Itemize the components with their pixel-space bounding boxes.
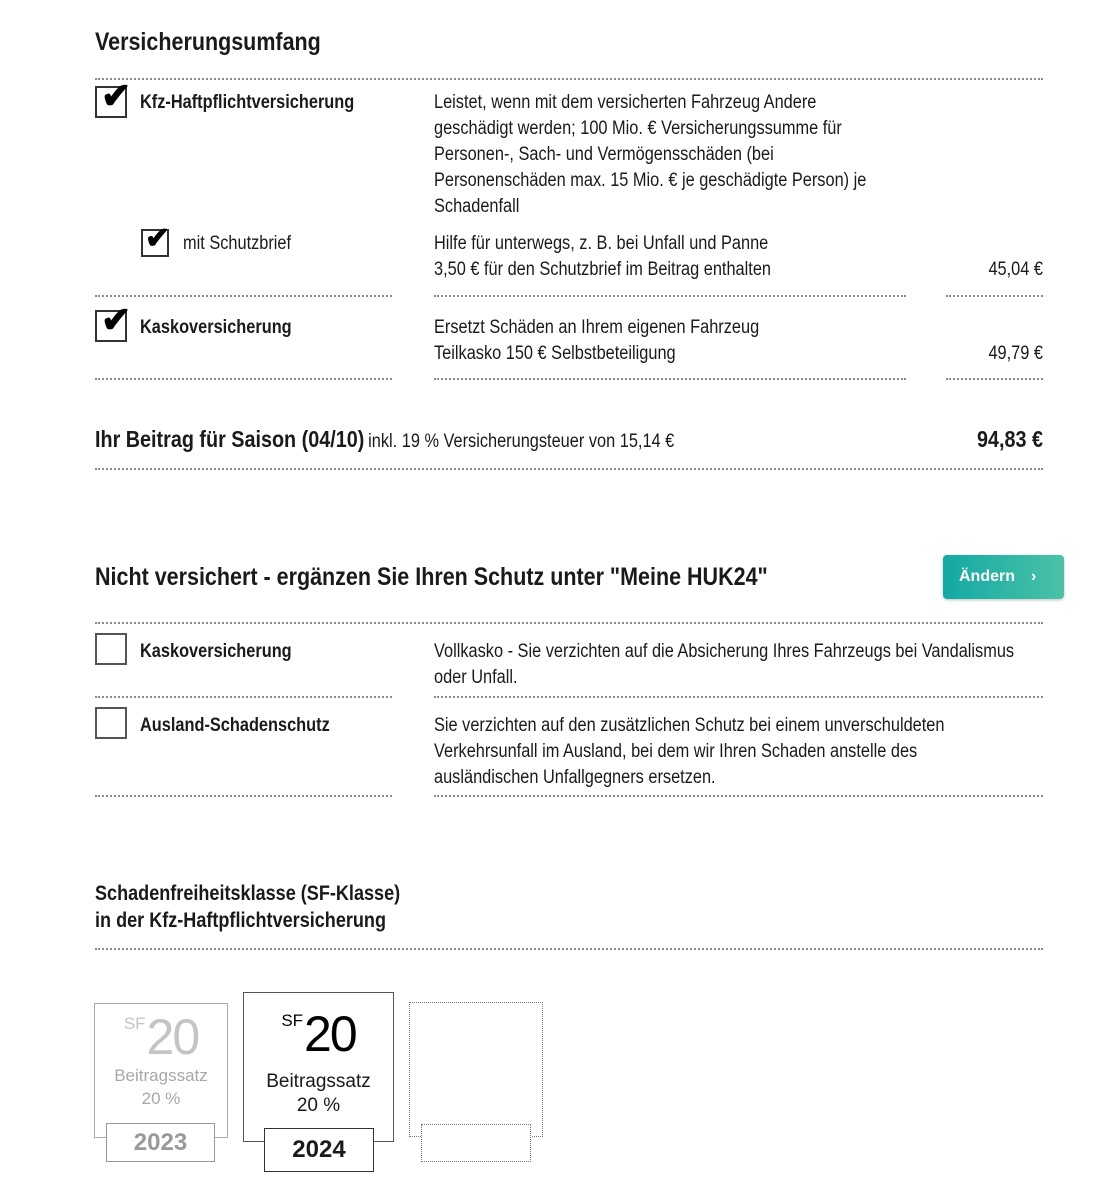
kasko-price: 49,79 € [988, 343, 1043, 364]
schutzbrief-checkbox[interactable] [141, 222, 171, 257]
sf-number: SF20 [281, 1006, 356, 1062]
haftpflicht-checkbox[interactable] [95, 75, 132, 118]
checkmark-icon: ✔ [101, 299, 132, 340]
vollkasko-description: Vollkasko - Sie verzichten auf die Absicherung Ihres Fahrzeugs bei Vandalismus oder Unfall. [434, 641, 1015, 688]
divider [946, 295, 1043, 297]
ausland-checkbox[interactable] [95, 707, 127, 739]
kasko-description-line2: Teilkasko 150 € Selbstbeteiligung [434, 343, 676, 364]
sf-card-2023 [94, 1003, 228, 1138]
divider [95, 795, 392, 797]
divider [434, 295, 906, 297]
sf-rate-label: Beitragssatz [114, 1066, 208, 1085]
total-row [95, 426, 674, 453]
kasko-description-line1: Ersetzt Schäden an Ihrem eigenen Fahrzeug [434, 317, 760, 338]
sf-title-line1: Schadenfreiheitsklasse (SF-Klasse) [95, 882, 401, 905]
sf-card-2024 [243, 992, 394, 1142]
divider [95, 696, 392, 698]
divider [95, 378, 392, 380]
year-2024: 2024 [264, 1128, 374, 1172]
vollkasko-checkbox[interactable] [95, 633, 127, 665]
change-button[interactable] [943, 555, 1064, 599]
vollkasko-label: Kaskoversicherung [140, 641, 292, 662]
chevron-right-icon: › [1031, 568, 1037, 585]
schutzbrief-price: 45,04 € [988, 259, 1043, 280]
schutzbrief-description-line1: Hilfe für unterwegs, z. B. bei Unfall und Panne [434, 233, 769, 254]
divider [434, 696, 1043, 698]
total-note: inkl. 19 % Versicherungsteuer von 15,14 € [368, 431, 675, 452]
total-label: Ihr Beitrag für Saison (04/10) [95, 426, 365, 452]
kasko-label: Kaskoversicherung [140, 317, 292, 338]
sf-rate: 20 % [296, 1095, 341, 1116]
divider [95, 78, 1043, 80]
kasko-checkbox[interactable] [95, 299, 132, 342]
year-2023: 2023 [106, 1123, 215, 1162]
total-value: 94,83 € [976, 426, 1043, 452]
sf-card-placeholder [409, 1002, 543, 1137]
schutzbrief-label: mit Schutzbrief [183, 233, 292, 254]
not-insured-title: Nicht versichert - ergänzen Sie Ihren Schutz unter "Meine HUK24" [95, 563, 768, 591]
haftpflicht-label: Kfz-Haftpflichtversicherung [140, 92, 355, 113]
sf-title-line2: in der Kfz-Haftpflichtversicherung [95, 909, 387, 932]
schutzbrief-description-line2: 3,50 € für den Schutzbrief im Beitrag enthalten [434, 259, 771, 280]
sf-number: SF20 [123, 1009, 199, 1065]
haftpflicht-description: Leistet, wenn mit dem versicherten Fahrzeug Andere geschädigt werden; 100 Mio. € Versicherungssumme für Personen-, Sach- und Vermögensschäden (bei Personenschäden max. 15 Mio. € je geschädigte Person) je Schadenfall [434, 92, 867, 217]
sf-rate: 20 % [141, 1089, 181, 1108]
divider [946, 378, 1043, 380]
checkmark-icon: ✔ [145, 222, 171, 255]
change-button-label: Ändern [959, 568, 1015, 585]
coverage-title: Versicherungsumfang [95, 28, 321, 56]
ausland-label: Ausland-Schadenschutz [140, 715, 330, 736]
divider [95, 468, 1043, 470]
sf-rate-label: Beitragssatz [266, 1071, 371, 1092]
divider [95, 295, 392, 297]
divider [95, 948, 1043, 950]
ausland-description: Sie verzichten auf den zusätzlichen Schutz bei einem unverschuldeten Verkehrsunfall im Ausland, bei dem wir Ihren Schaden anstelle des ausländischen Unfallgegners ersetzen. [434, 715, 945, 788]
divider [434, 378, 906, 380]
year-placeholder [421, 1124, 531, 1162]
divider [434, 795, 1043, 797]
checkmark-icon: ✔ [101, 75, 132, 116]
divider [95, 622, 1043, 624]
